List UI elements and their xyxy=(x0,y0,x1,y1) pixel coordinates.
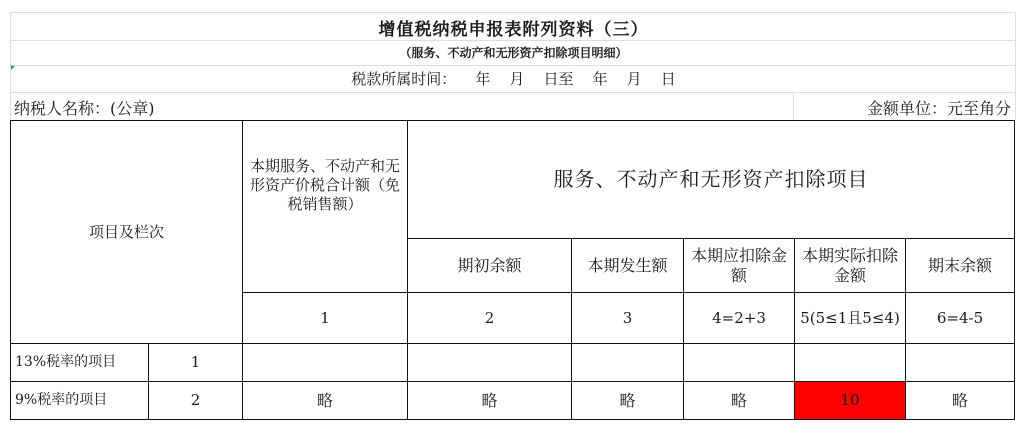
table-cell[interactable] xyxy=(795,344,906,382)
table-cell[interactable]: 略 xyxy=(572,382,684,420)
header-deduction-group: 服务、不动产和无形资产扣除项目 xyxy=(408,121,1015,239)
table-row xyxy=(11,344,1015,382)
row-label: 9%税率的项目 xyxy=(11,382,149,420)
highlighted-cell[interactable]: 10 xyxy=(795,382,906,420)
col-number: 3 xyxy=(572,293,684,344)
header-should-deduct: 本期应扣除金额 xyxy=(684,239,795,293)
header-total-amount: 本期服务、不动产和无形资产价税合计额（免税销售额） xyxy=(243,121,408,293)
table-cell[interactable] xyxy=(684,344,795,382)
table-cell[interactable]: 略 xyxy=(408,382,572,420)
form-subtitle: （服务、不动产和无形资产扣除项目明细） xyxy=(399,46,628,60)
table-cell[interactable]: 略 xyxy=(243,382,408,420)
grid-line xyxy=(10,40,1016,41)
tax-period: 税款所属时间： 年 月 日至 年 月 日 xyxy=(351,70,676,88)
col-number: 6=4-5 xyxy=(906,293,1015,344)
form-title: 增值税纳税申报表附列资料（三） xyxy=(378,20,649,40)
taxpayer-name-label: 纳税人名称：(公章) xyxy=(14,99,155,118)
row-number: 2 xyxy=(149,382,243,420)
table-cell[interactable]: 略 xyxy=(906,382,1015,420)
header-opening: 期初余额 xyxy=(408,239,572,293)
col-number: 2 xyxy=(408,293,572,344)
table-cell[interactable] xyxy=(243,344,408,382)
grid-line xyxy=(10,12,1016,13)
table-cell[interactable] xyxy=(572,344,684,382)
row-label: 13%税率的项目 xyxy=(11,344,149,382)
col-number: 4=2+3 xyxy=(684,293,795,344)
grid-line xyxy=(10,65,1016,66)
table-cell[interactable] xyxy=(408,344,572,382)
header-current-incurred: 本期发生额 xyxy=(572,239,684,293)
deduction-table xyxy=(10,120,1015,420)
header-closing: 期末余额 xyxy=(906,239,1015,293)
grid-line xyxy=(10,92,1016,93)
table-cell[interactable] xyxy=(906,344,1015,382)
grid-line xyxy=(793,92,794,120)
header-actual-deduct: 本期实际扣除金额 xyxy=(795,239,906,293)
row-number: 1 xyxy=(149,344,243,382)
header-item: 项目及栏次 xyxy=(11,121,243,344)
amount-unit-label: 金额单位：元至角分 xyxy=(866,99,1011,118)
col-number: 1 xyxy=(243,293,408,344)
grid-line xyxy=(1015,12,1016,120)
col-number: 5(5≤1且5≤4) xyxy=(795,293,906,344)
table-row xyxy=(11,382,1015,420)
table-cell[interactable]: 略 xyxy=(684,382,795,420)
